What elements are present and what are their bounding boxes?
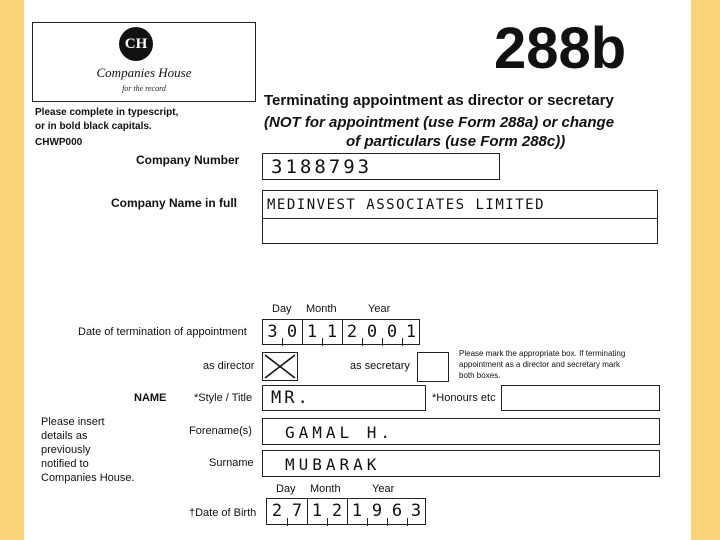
surname-label: Surname <box>209 457 254 469</box>
company-number-label: Company Number <box>136 153 240 167</box>
form-title: Terminating appointment as director or secretary <box>264 92 614 109</box>
dob-month-header: Month <box>310 483 341 495</box>
company-number-field[interactable] <box>262 153 500 180</box>
style-title-value: MR. <box>271 388 311 408</box>
dob-month-digit-1: 1 <box>311 501 323 521</box>
style-title-field[interactable] <box>262 385 426 411</box>
termination-year-digit-3: 0 <box>386 322 398 342</box>
form-code: 288b <box>494 16 627 81</box>
name-note-line-4: notified to <box>41 458 89 470</box>
dob-year-header: Year <box>372 483 395 495</box>
instruction-line-1: Please complete in typescript, <box>35 107 179 118</box>
termination-month-digit-2: 1 <box>326 322 338 342</box>
form-sheet <box>24 0 691 540</box>
company-name-divider <box>263 218 657 219</box>
name-note-line-5: Companies House. <box>41 472 135 484</box>
logo-tagline: for the record <box>122 84 166 93</box>
dob-year-digit-4: 3 <box>410 501 422 521</box>
dob-day-digit-1: 2 <box>271 501 283 521</box>
dob-month-digit-2: 2 <box>331 501 343 521</box>
dob-year-digit-3: 6 <box>391 501 403 521</box>
instruction-line-2: or in bold black capitals. <box>35 121 152 132</box>
director-label: as director <box>203 360 255 372</box>
dob-day-header: Day <box>276 483 296 495</box>
termination-day-digit-1: 3 <box>267 322 278 342</box>
termination-year-digit-1: 2 <box>346 322 358 342</box>
dob-year-digit-2: 9 <box>371 501 383 521</box>
name-section-label: NAME <box>134 392 167 404</box>
logo-box <box>32 22 256 102</box>
termination-date-field[interactable] <box>262 319 420 345</box>
name-note-line-1: Please insert <box>41 416 105 428</box>
form-subtitle-2: of particulars (use Form 288c)) <box>346 133 566 150</box>
companies-house-seal-icon: CH <box>119 27 153 61</box>
termination-day-digit-2: 0 <box>286 322 298 342</box>
surname-field[interactable] <box>262 450 660 477</box>
termination-year-header: Year <box>368 303 391 315</box>
termination-date-label: Date of termination of appointment <box>78 326 247 338</box>
style-title-label: *Style / Title <box>194 392 253 404</box>
dob-label: †Date of Birth <box>189 507 257 519</box>
company-number-value: 3188793 <box>271 156 373 178</box>
company-name-value: MEDINVEST ASSOCIATES LIMITED <box>267 197 546 213</box>
company-name-field[interactable] <box>262 190 658 244</box>
honours-field[interactable] <box>501 385 660 411</box>
role-note-line-2: appointment as a director and secretary mark <box>459 360 620 369</box>
name-note-line-2: details as <box>41 430 88 442</box>
forename-field[interactable] <box>262 418 660 445</box>
logo-name: Companies House <box>96 65 192 80</box>
forename-value: GAMAL H. <box>285 423 395 442</box>
surname-value: MUBARAK <box>285 455 381 474</box>
director-checkbox[interactable] <box>262 352 298 381</box>
dob-day-digit-2: 7 <box>291 501 303 521</box>
form-subtitle-1: (NOT for appointment (use Form 288a) or change <box>264 114 615 131</box>
secretary-label: as secretary <box>350 360 410 372</box>
company-name-label: Company Name in full <box>111 196 238 210</box>
name-note-line-3: previously <box>41 444 91 456</box>
secretary-checkbox[interactable] <box>417 352 449 382</box>
termination-month-digit-1: 1 <box>306 322 318 342</box>
termination-month-header: Month <box>306 303 337 315</box>
checkmark-x-icon <box>263 353 297 380</box>
dob-year-digit-1: 1 <box>351 501 363 521</box>
termination-year-digit-2: 0 <box>366 322 378 342</box>
honours-label: *Honours etc <box>432 392 496 404</box>
role-note-line-1: Please mark the appropriate box. If terminating <box>459 349 626 358</box>
termination-year-digit-4: 1 <box>405 322 417 342</box>
forename-label: Forename(s) <box>189 425 252 437</box>
role-note-line-3: both boxes. <box>459 371 501 380</box>
instruction-code: CHWP000 <box>35 137 83 148</box>
termination-day-header: Day <box>272 303 292 315</box>
dob-field[interactable] <box>266 498 426 525</box>
